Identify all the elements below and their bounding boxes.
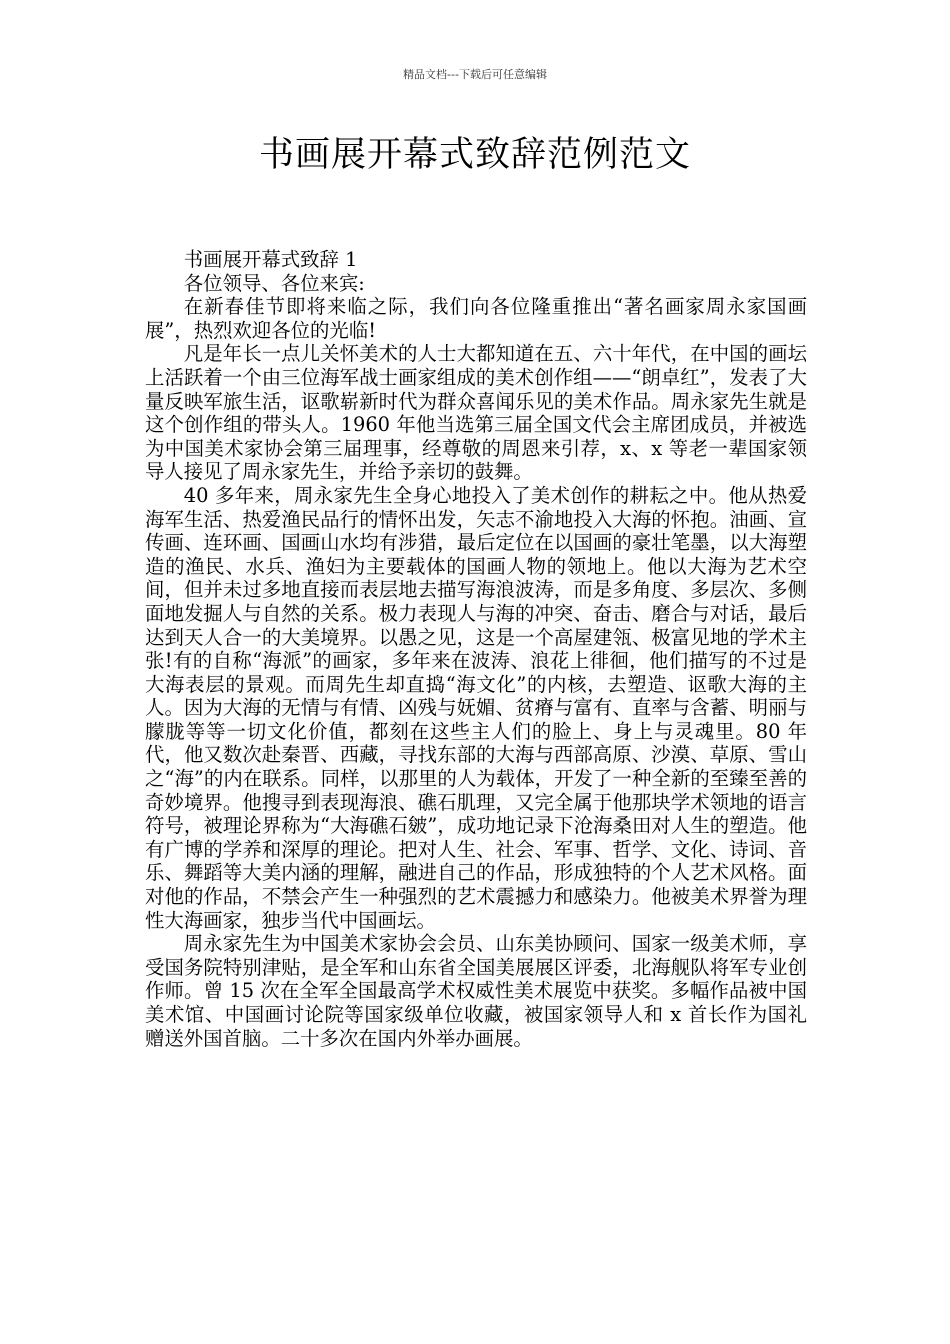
speech-heading: 书画展开幕式致辞 1 xyxy=(183,248,358,271)
paragraph-welcome: 在新春佳节即将来临之际，我们向各位隆重推出“著名画家周永家国画展”，热烈欢迎各位的光临! xyxy=(145,295,807,342)
salutation: 各位领导、各位来宾: xyxy=(183,271,365,295)
document-title: 书画展开幕式致辞范例范文 xyxy=(258,135,691,175)
document-body xyxy=(145,248,807,1050)
header-note: 精品文档---下载后可任意编辑 xyxy=(403,68,547,81)
paragraph-history: 凡是年长一点儿关怀美术的人士大都知道在五、六十年代，在中国的画坛上活跃着一个由三位海军战士画家组成的美术创作组——“朗卓红”，发表了大量反映军旅生活，讴歌崭新时代为群众喜闻乐见的美术作品。周永家先生就是这个创作组的带头人。1960 年他当选第三届全国文代会主席团成员，并被选为中国美术家协会第三届理事，经尊敬的周恩来引荐，x、x 等老一辈国家领导人接见了周永家先生，并给予亲切的鼓舞。 xyxy=(145,342,807,484)
paragraph-credentials: 周永家先生为中国美术家协会会员、山东美协顾问、国家一级美术师，享受国务院特别津贴，是全军和山东省全国美展展区评委，北海舰队将军专业创作师。曾 15 次在全军全国最高学术权威性美术展览中获奖。多幅作品被中国美术馆、中国画讨论院等国家级单位收藏，被国家领导人和 x 首长作为国礼赠送外国首脑。二十多次在国内外举办画展。 xyxy=(145,932,807,1050)
paragraph-artistry: 40 多年来，周永家先生全身心地投入了美术创作的耕耘之中。他从热爱海军生活、热爱渔民品行的情怀出发，矢志不渝地投入大海的怀抱。油画、宣传画、连环画、国画山水均有涉猎，最后定位在以国画的豪壮笔墨，以大海塑造的渔民、水兵、渔妇为主要载体的国画人物的领地上。他以大海为艺术空间，但并未过多地直接而表层地去描写海浪波涛，而是多角度、多层次、多侧面地发掘人与自然的关系。极力表现人与海的冲突、奋击、磨合与对话，最后达到天人合一的大美境界。以愚之见，这是一个高屋建瓴、极富见地的学术主张!有的自称“海派”的画家，多年来在波涛、浪花上徘徊，他们描写的不过是大海表层的景观。而周先生却直捣“海文化”的内核，去塑造、讴歌大海的主人。因为大海的无情与有情、凶残与妩媚、贫瘠与富有、直率与含蓄、明丽与朦胧等等一切文化价值，都刻在这些主人们的脸上、身上与灵魂里。80 年代，他又数次赴秦晋、西藏，寻找东部的大海与西部高原、沙漠、草原、雪山之“海”的内在联系。同样，以那里的人为载体，开发了一种全新的至臻至善的奇妙境界。他搜寻到表现海浪、礁石肌理，又完全属于他那块学术领地的语言符号，被理论界称为“大海礁石皴”，成功地记录下沧海桑田对人生的塑造。他有广博的学养和深厚的理论。把对人生、社会、军事、哲学、文化、诗词、音乐、舞蹈等大美内涵的理解，融进自己的作品，形成独特的个人艺术风格。面对他的作品，不禁会产生一种强烈的艺术震撼力和感染力。他被美术界誉为理性大海画家，独步当代中国画坛。 xyxy=(145,483,807,932)
